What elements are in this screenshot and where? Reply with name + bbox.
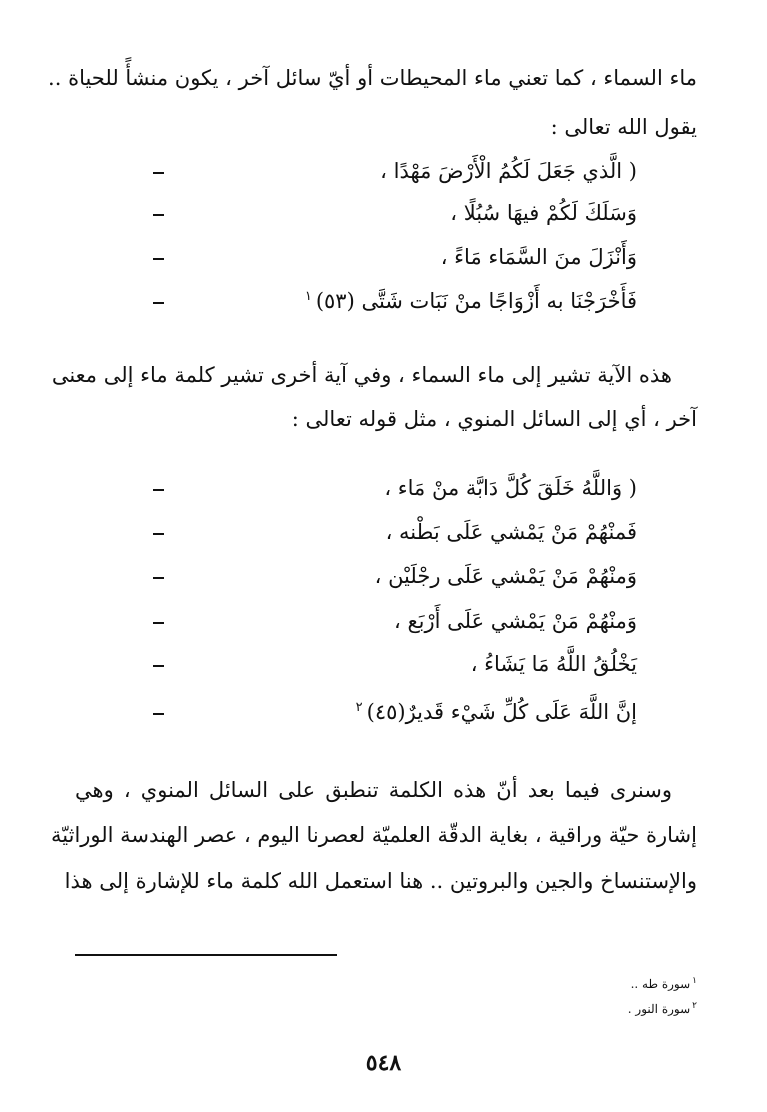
footnote-number: ٢ xyxy=(692,1001,697,1011)
verse-line: وَسَلَكَ لَكُمْ فيهَا سُبُلًا ، xyxy=(450,201,637,225)
paragraph-line: وسنرى فيما بعد أنّ هذه الكلمة تنطبق على السائل المنوي ، وهي xyxy=(75,778,672,802)
verse-dash xyxy=(153,258,164,260)
verse-line: ( الَّذي جَعَلَ لَكُمُ الْأَرْضَ مَهْدًا ، xyxy=(380,159,637,183)
footnote-text: سورة طه .. xyxy=(630,977,691,991)
page-number: ٥٤٨ xyxy=(365,1050,402,1076)
footnote-separator xyxy=(75,954,337,956)
paragraph-line: إشارة حيّة وراقية ، بغاية الدقّة العلميّة لعصرنا اليوم ، عصر الهندسة الوراثيّة xyxy=(51,823,697,847)
verse-dash xyxy=(153,172,164,174)
paragraph-line: هذه الآية تشير إلى ماء السماء ، وفي آية أخرى تشير كلمة ماء إلى معنى xyxy=(51,363,672,387)
verse-dash xyxy=(153,577,164,579)
footnote xyxy=(628,1001,697,1017)
footnote-text: سورة النور . xyxy=(627,1002,691,1016)
verse-line: وَمنْهُمْ مَنْ يَمْشي عَلَى أَرْبَع ، xyxy=(394,609,637,633)
verse-text: إنَّ اللَّهَ عَلَى كُلِّ شَيْء قَديرٌ(٤٥) xyxy=(366,700,637,724)
verse-line: وَمنْهُمْ مَنْ يَمْشي عَلَى رجْلَيْن ، xyxy=(374,564,637,588)
footnote xyxy=(631,976,697,992)
paragraph-line: والإستنساخ والجين والبروتين .. هنا استعمل الله كلمة ماء للإشارة إلى هذا xyxy=(64,869,697,893)
paragraph-line: يقول الله تعالى : xyxy=(550,115,697,139)
verse-dash xyxy=(153,665,164,667)
verse-dash xyxy=(153,533,164,535)
verse-line: يَخْلُقُ اللَّهُ مَا يَشَاءُ ، xyxy=(470,652,637,676)
verse-line xyxy=(305,287,637,315)
verse-text: فَأَخْرَجْنَا به أَزْوَاجًا منْ نَبَات شَتَّى (٥٣) xyxy=(315,289,637,313)
verse-dash xyxy=(153,214,164,216)
footnote-reference: ٢ xyxy=(355,700,363,715)
verse-dash xyxy=(153,622,164,624)
paragraph-line: آخر ، أي إلى السائل المنوي ، مثل قوله تعالى : xyxy=(291,407,697,431)
verse-dash xyxy=(153,489,164,491)
footnote-number: ١ xyxy=(692,976,697,986)
verse-line: ( وَاللَّهُ خَلَقَ كُلَّ دَابَّة منْ مَاء ، xyxy=(384,476,637,500)
verse-dash xyxy=(153,302,164,304)
footnote-reference: ١ xyxy=(304,289,312,304)
verse-line: وَأَنْزَلَ منَ السَّمَاء مَاءً ، xyxy=(440,245,637,269)
paragraph-line: ماء السماء ، كما تعني ماء المحيطات أو أيّ سائل آخر ، يكون منشأً للحياة .. xyxy=(48,66,697,90)
verse-line: فَمنْهُمْ مَنْ يَمْشي عَلَى بَطْنه ، xyxy=(385,520,637,544)
verse-line xyxy=(356,698,637,726)
verse-dash xyxy=(153,713,164,715)
